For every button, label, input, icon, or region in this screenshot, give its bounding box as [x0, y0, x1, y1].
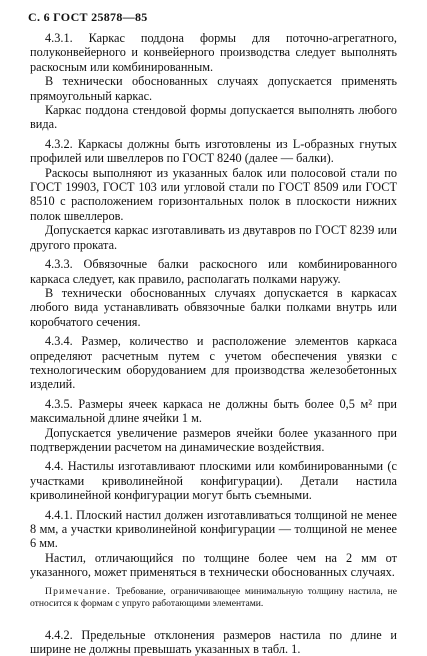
- note-text: Требование, ограничивающее минимальную толщину настила, не относится к формам с упруго работающими элементами.: [30, 585, 397, 609]
- paragraph: В технически обоснованных случаях допускается применять прямоугольный каркас.: [30, 74, 397, 103]
- paragraph: 4.3.5. Размеры ячеек каркаса не должны быть более 0,5 м² при максимальной длине ячейки 1 м.: [30, 396, 397, 426]
- paragraph: 4.3.3. Обвязочные балки раскосного или комбинированного каркаса следует, как правило, располагать полками наружу.: [30, 257, 397, 286]
- paragraph: 4.3.4. Размер, количество и расположение элементов каркаса определяют расчетным путем с учетом обеспечения увязки с технологическим оборудованием для производства железобетонных изделий.: [30, 334, 397, 392]
- paragraph: 4.3.1. Каркас поддона формы для поточно-агрегатного, полуконвейерного и конвейерного производства следует выполнять раскосным или комбинированным.: [30, 31, 397, 74]
- page-header: С. 6 ГОСТ 25878—85: [28, 10, 148, 24]
- paragraph: Допускается каркас изготавливать из двутавров по ГОСТ 8239 или другого проката.: [30, 223, 397, 252]
- paragraph: 4.4. Настилы изготавливают плоскими или комбинированными (с участками криволинейной конфигурации). Детали настила криволинейной конфигурации могут быть съемными.: [30, 459, 397, 503]
- note: [30, 586, 397, 610]
- paragraph: 4.3.2. Каркасы должны быть изготовлены из L-образных гнутых профилей или швеллеров по ГОСТ 8240 (далее — балки).: [30, 136, 397, 166]
- note-label: Примечание.: [45, 585, 112, 597]
- paragraph: 4.4.2. Предельные отклонения размеров настила по длине и ширине не должны превышать указанных в табл. 1.: [30, 627, 397, 656]
- paragraph: Раскосы выполняют из указанных балок или полосовой стали по ГОСТ 19903, ГОСТ 103 или угловой стали по ГОСТ 8509 или ГОСТ 8510 с расположением горизонтальных полок в плоскости нижних полок швеллеров.: [30, 165, 397, 223]
- paragraph: Каркас поддона стендовой формы допускается выполнять любого вида.: [30, 103, 397, 132]
- paragraph: Настил, отличающийся по толщине более чем на 2 мм от указанного, может применяться в технически обоснованных случаях.: [30, 550, 397, 580]
- paragraph: Допускается увеличение размеров ячейки более указанного при подтверждении расчетом на динамические воздействия.: [30, 425, 397, 454]
- paragraph: 4.4.1. Плоский настил должен изготавливаться толщиной не менее 8 мм, а участки криволинейной конфигурации — толщиной не менее 6 мм.: [30, 507, 397, 551]
- paragraph: В технически обоснованных случаях допускается в каркасах любого вида устанавливать обвязочные балки полками внутрь или коробчатого сечения.: [30, 285, 397, 329]
